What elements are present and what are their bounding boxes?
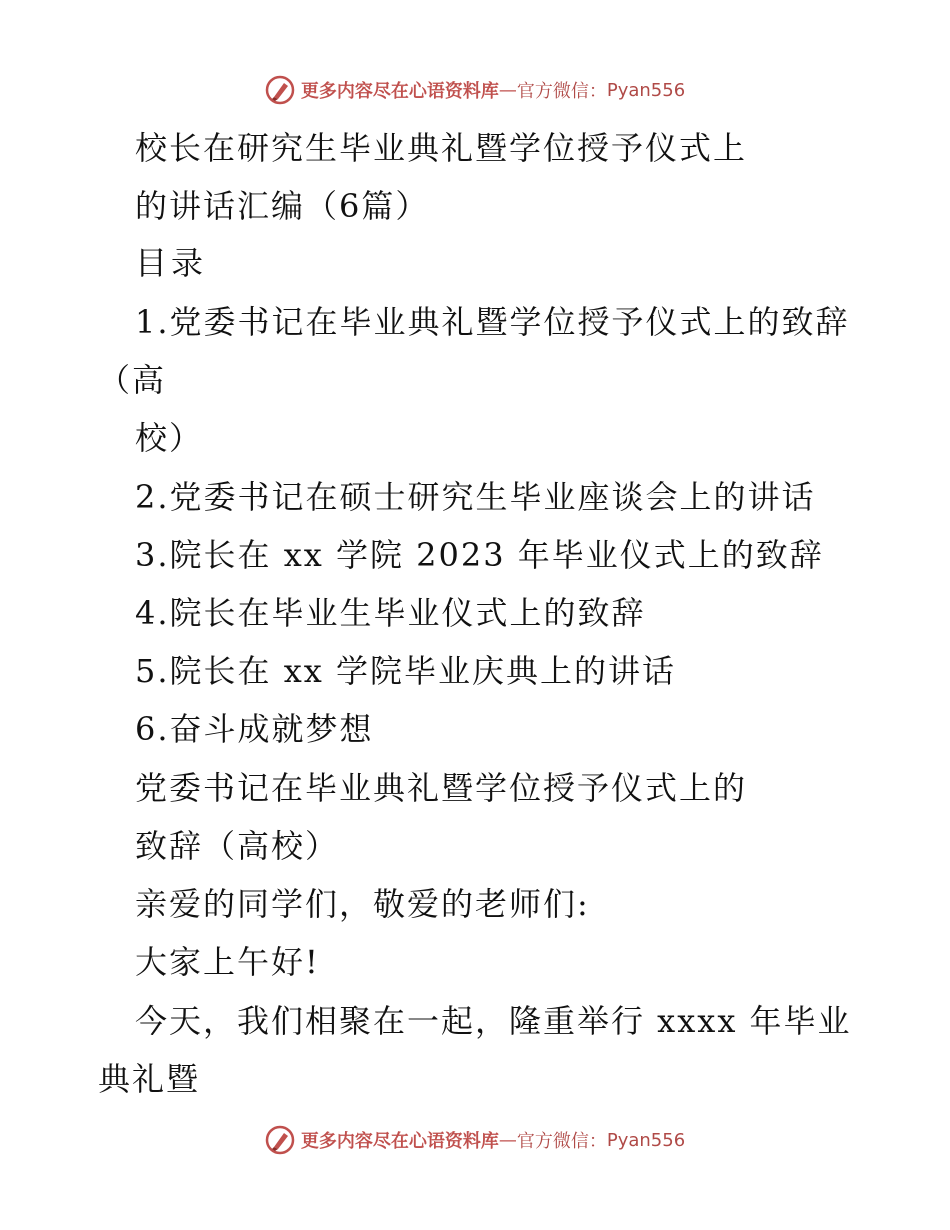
- toc-item-1-wrap: （高: [98, 361, 167, 399]
- watermark-footer: [0, 1120, 950, 1160]
- paragraph-1-line-1: 今天，我们相聚在一起，隆重举行 xxxx 年毕业: [135, 1002, 852, 1040]
- watermark-wechat-label: 官方微信：: [516, 81, 607, 102]
- toc-item-5: 5.院长在 xx 学院毕业庆典上的讲话: [135, 652, 676, 690]
- watermark-wechat-id: Pyan556: [606, 79, 686, 101]
- toc-heading: 目录: [135, 244, 208, 282]
- document-title-line-2: 的讲话汇编（6篇）: [135, 187, 430, 225]
- pen-logo-icon: [265, 75, 295, 105]
- watermark-dash: —: [498, 79, 517, 101]
- section-title-line-1: 党委书记在毕业典礼暨学位授予仪式上的: [135, 769, 748, 807]
- toc-item-6: 6.奋斗成就梦想: [135, 710, 374, 748]
- watermark-dash: —: [498, 1129, 517, 1151]
- toc-item-3: 3.院长在 xx 学院 2023 年毕业仪式上的致辞: [135, 536, 824, 574]
- pen-logo-icon: [265, 1125, 295, 1155]
- paragraph-1-line-2: 典礼暨: [98, 1060, 201, 1098]
- hello-line: 大家上午好!: [135, 943, 320, 981]
- toc-item-2: 2.党委书记在硕士研究生毕业座谈会上的讲话: [135, 478, 816, 516]
- watermark-wechat-id: Pyan556: [606, 1129, 686, 1151]
- document-title-line-1: 校长在研究生毕业典礼暨学位授予仪式上: [135, 129, 748, 167]
- watermark-main-text: 更多内容尽在心语资料库: [300, 81, 499, 102]
- section-title-line-2: 致辞（高校）: [135, 827, 340, 865]
- toc-item-4: 4.院长在毕业生毕业仪式上的致辞: [135, 594, 646, 632]
- toc-item-1: 1.党委书记在毕业典礼暨学位授予仪式上的致辞: [135, 303, 850, 341]
- toc-item-1-wrap-2: 校）: [135, 419, 204, 457]
- watermark-wechat-label: 官方微信：: [516, 1131, 607, 1152]
- watermark-header: [0, 70, 950, 110]
- greeting-line: 亲爱的同学们，敬爱的老师们:: [135, 885, 590, 923]
- watermark-main-text: 更多内容尽在心语资料库: [300, 1131, 499, 1152]
